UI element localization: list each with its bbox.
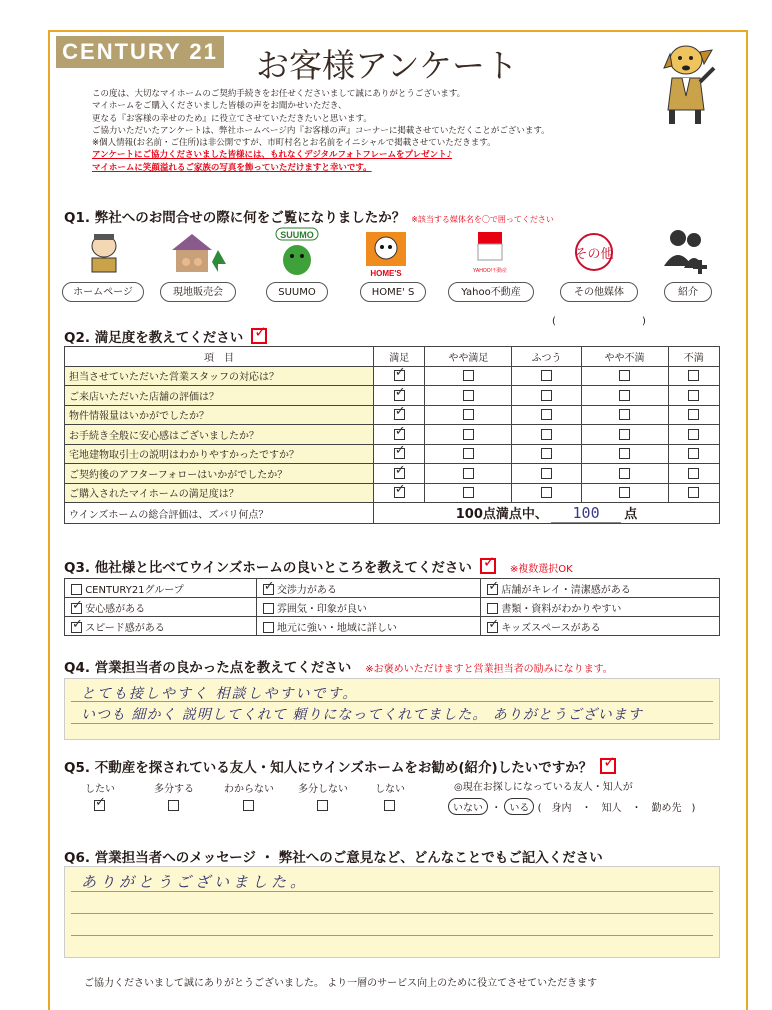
option-label: キッズスペースがある <box>501 622 601 634</box>
checkbox[interactable] <box>688 409 699 420</box>
q5-option-label: 多分しない <box>298 784 348 795</box>
option-label: 交渉力がある <box>276 584 337 596</box>
homes-logo-text: HOME'S <box>370 269 402 278</box>
q1-note: ※該当する媒体名を〇で囲ってください <box>411 215 554 224</box>
option-label: スピード感がある <box>85 622 165 634</box>
relation-options: ( 身内 ・ 知人 ・ 勤め先 ) <box>537 803 696 814</box>
q1-option-yahoo[interactable]: Yahoo不動産 <box>448 282 534 302</box>
checkbox[interactable] <box>541 429 552 440</box>
table-row <box>65 483 720 503</box>
row-label: ご購入されたマイホームの満足度は？ <box>65 483 374 503</box>
row-label: 宅地建物取引士の説明はわかりやすかったですか？ <box>65 444 374 464</box>
open-house-icon <box>168 228 230 276</box>
checkbox[interactable] <box>394 409 405 420</box>
intro-present-line: アンケートにご協力くださいました皆様には、もれなくデジタルフォトフレームをプレゼント♪ <box>92 150 453 161</box>
checkbox[interactable] <box>463 370 474 381</box>
table-row <box>65 464 720 484</box>
q5-checkbox[interactable] <box>243 800 254 811</box>
checkbox[interactable] <box>394 468 405 479</box>
q4-answer-line: とても接しやすく 相談しやすいです。 <box>81 686 359 702</box>
checkbox[interactable] <box>487 584 498 595</box>
option-label: 地元に強い・地域に詳しい <box>276 622 397 634</box>
checkbox[interactable] <box>487 622 498 633</box>
row-label: お手続き全般に安心感はございましたか？ <box>65 425 374 445</box>
col-header: やや満足 <box>425 347 512 367</box>
option-label: 雰囲気・印象が良い <box>276 603 367 615</box>
q6-heading-text: Q6. 営業担当者へのメッセージ ・ 弊社へのご意見など、どんなことでもご記入ください <box>64 850 603 866</box>
checkbox[interactable] <box>688 468 699 479</box>
table-header-row <box>65 347 720 367</box>
checkbox[interactable] <box>71 603 82 614</box>
intro-line: ご協力いただいたアンケートは、弊社ホームページ内『お客様の声』コーナーに掲載させていただくことがございます。 <box>92 125 550 136</box>
checkbox[interactable] <box>394 429 405 440</box>
col-header: 満足 <box>374 347 425 367</box>
checkbox[interactable] <box>688 429 699 440</box>
q1-heading-text: Q1. 弊社へのお問合せの際に何をご覧になりましたか？ <box>64 210 406 226</box>
checkbox[interactable] <box>541 487 552 498</box>
q3-heading-text: Q3. 他社様と比べてウインズホームの良いところを教えてください <box>64 560 472 576</box>
checkbox[interactable] <box>263 603 274 614</box>
q5-option-label: 多分する <box>154 784 194 795</box>
row-label: 物件情報量はいかがでしたか？ <box>65 405 374 425</box>
table-row <box>65 386 720 406</box>
checkbox[interactable] <box>619 390 630 401</box>
other-stamp-text: その他 <box>574 247 614 262</box>
q5-heading-text: Q5. 不動産を探されている友人・知人にウインズホームをお勧め(紹介)したいですか？ <box>64 760 593 776</box>
q1-option-open-house[interactable]: 現地販売会 <box>160 282 236 302</box>
q2-heading <box>64 326 267 346</box>
q3-note: ※複数選択OK <box>509 564 573 575</box>
checkbox[interactable] <box>263 584 274 595</box>
q5-checkbox[interactable] <box>384 800 395 811</box>
company-logo: CENTURY 21 <box>56 36 224 68</box>
checkbox[interactable] <box>541 370 552 381</box>
yahoo-house-icon <box>466 228 514 276</box>
checkbox[interactable] <box>394 370 405 381</box>
checkbox[interactable] <box>619 487 630 498</box>
overall-score-row <box>65 503 720 524</box>
q3-heading <box>64 556 573 576</box>
q5-checkbox[interactable] <box>317 800 328 811</box>
q2-heading-text: Q2. 満足度を教えてください <box>64 330 244 346</box>
checkbox[interactable] <box>463 448 474 459</box>
intro-line: ※個人情報(お名前・ご住所)は非公開ですが、市町村名とお名前をイニシャルで掲載させていただきます。 <box>92 138 496 149</box>
checkbox[interactable] <box>541 390 552 401</box>
intro-photo-line: マイホームに笑顔溢れるご家族の写真を飾っていただけますと幸いです。 <box>92 162 372 173</box>
q5-heading <box>64 756 616 776</box>
satisfaction-table <box>64 346 720 524</box>
overall-label: ウインズホームの総合評価は、ズバリ何点？ <box>65 503 374 524</box>
q1-option-referral[interactable]: 紹介 <box>664 282 712 302</box>
suumo-mascot-icon <box>272 226 322 278</box>
q4-heading <box>64 656 613 676</box>
table-row <box>65 366 720 386</box>
checkbox[interactable] <box>541 409 552 420</box>
q6-heading <box>64 846 603 866</box>
checkbox[interactable] <box>463 390 474 401</box>
q5-option-label: したい <box>85 784 115 795</box>
checked-box-icon <box>251 328 267 344</box>
row-label: ご契約後のアフターフォローはいかがでしたか？ <box>65 464 374 484</box>
intro-line: この度は、大切なマイホームのご契約手続きをお任せくださいまして誠にありがとうございます。 <box>92 89 466 99</box>
q4-note: ※お褒めいただけますと営業担当者の励みになります。 <box>365 664 613 675</box>
table-row <box>65 598 720 617</box>
iru-option[interactable]: いる <box>504 798 534 815</box>
col-header: 不満 <box>668 347 719 367</box>
col-header: やや不満 <box>581 347 668 367</box>
page-title: お客様アンケート <box>256 46 519 85</box>
inai-option[interactable]: いない <box>448 798 488 815</box>
checkbox[interactable] <box>463 468 474 479</box>
separator-dot: ・ <box>491 803 502 814</box>
q1-option-homepage[interactable]: ホームページ <box>62 282 144 302</box>
checked-box-icon <box>480 558 496 574</box>
mascot-dog-icon <box>660 38 722 130</box>
friend-answer-row <box>448 798 695 815</box>
checkbox[interactable] <box>71 584 82 595</box>
col-header-item: 項 目 <box>65 347 374 367</box>
checkbox[interactable] <box>619 448 630 459</box>
checkbox[interactable] <box>688 448 699 459</box>
checkbox[interactable] <box>463 429 474 440</box>
checkbox[interactable] <box>71 622 82 633</box>
checkbox[interactable] <box>619 370 630 381</box>
checkbox[interactable] <box>541 448 552 459</box>
q4-answer-line: いつも 細かく 説明してくれて 頼りになってくれてました。 ありがとうございます <box>81 707 643 723</box>
q1-option-other[interactable]: その他媒体 <box>560 282 638 302</box>
table-row <box>65 579 720 598</box>
checkbox[interactable] <box>487 603 498 614</box>
table-row <box>65 405 720 425</box>
other-paren-open: ( <box>552 316 556 327</box>
q1-option-suumo[interactable]: SUUMO <box>266 282 328 302</box>
q3-options-table <box>64 578 720 636</box>
checkbox[interactable] <box>463 487 474 498</box>
option-label: 安心感がある <box>85 603 146 615</box>
q5-checkbox[interactable] <box>94 800 105 811</box>
footer-text: ご協力くださいまして誠にありがとうございました。 より一層のサービス向上のために役立てさせていただきます <box>84 978 598 989</box>
q1-option-homes[interactable]: HOME' S <box>360 282 426 302</box>
option-label: CENTURY21グループ <box>85 584 184 596</box>
q4-heading-text: Q4. 営業担当者の良かった点を教えてください <box>64 660 352 676</box>
table-row <box>65 444 720 464</box>
q5-option-label: わからない <box>224 784 274 795</box>
checkbox[interactable] <box>619 409 630 420</box>
suumo-logo-text: SUUMO <box>280 230 314 240</box>
homepage-mascot-icon <box>80 228 128 276</box>
friend-question: ◎現在お探しになっている友人・知人が <box>454 782 633 793</box>
q1-heading <box>64 206 554 226</box>
row-label: ご来店いただいた店舗の評価は？ <box>65 386 374 406</box>
checked-box-icon <box>600 758 616 774</box>
rule-line <box>71 913 713 914</box>
option-label: 書類・資料がわかりやすい <box>501 603 622 615</box>
rule-line <box>71 935 713 936</box>
checkbox[interactable] <box>619 429 630 440</box>
option-label: 店舗がキレイ・清潔感がある <box>501 584 631 596</box>
checkbox[interactable] <box>463 409 474 420</box>
q6-answer-area[interactable] <box>64 866 720 958</box>
q5-checkbox[interactable] <box>168 800 179 811</box>
referral-people-icon <box>660 226 712 276</box>
checkbox[interactable] <box>394 390 405 401</box>
score-value-input[interactable]: 100 <box>551 504 621 523</box>
yahoo-logo-text: YAHOO!不動産 <box>472 268 508 274</box>
intro-text <box>92 88 550 174</box>
checkbox[interactable] <box>688 390 699 401</box>
intro-line: 更なる『お客様の幸せのため』に役立てさせていただきたいと思います。 <box>92 113 372 124</box>
score-prefix: 100点満点中、 <box>455 507 548 522</box>
checkbox[interactable] <box>263 622 274 633</box>
table-row <box>65 425 720 445</box>
other-stamp-icon <box>572 230 616 274</box>
checkbox[interactable] <box>688 487 699 498</box>
other-paren-close: ) <box>642 316 646 327</box>
q4-answer-area[interactable] <box>64 678 720 740</box>
q6-answer-line: ありがとうございました。 <box>81 873 310 891</box>
table-row <box>65 617 720 636</box>
col-header: ふつう <box>512 347 581 367</box>
row-label: 担当させていただいた営業スタッフの対応は？ <box>65 366 374 386</box>
checkbox[interactable] <box>541 468 552 479</box>
checkbox[interactable] <box>688 370 699 381</box>
intro-line: マイホームをご購入くださいました皆様の声をお聞かせいただき、 <box>92 101 347 112</box>
checkbox[interactable] <box>619 468 630 479</box>
score-suffix: 点 <box>624 507 638 522</box>
homes-mascot-icon <box>362 228 410 278</box>
checkbox[interactable] <box>394 487 405 498</box>
q5-option-label: しない <box>375 784 405 795</box>
checkbox[interactable] <box>394 448 405 459</box>
